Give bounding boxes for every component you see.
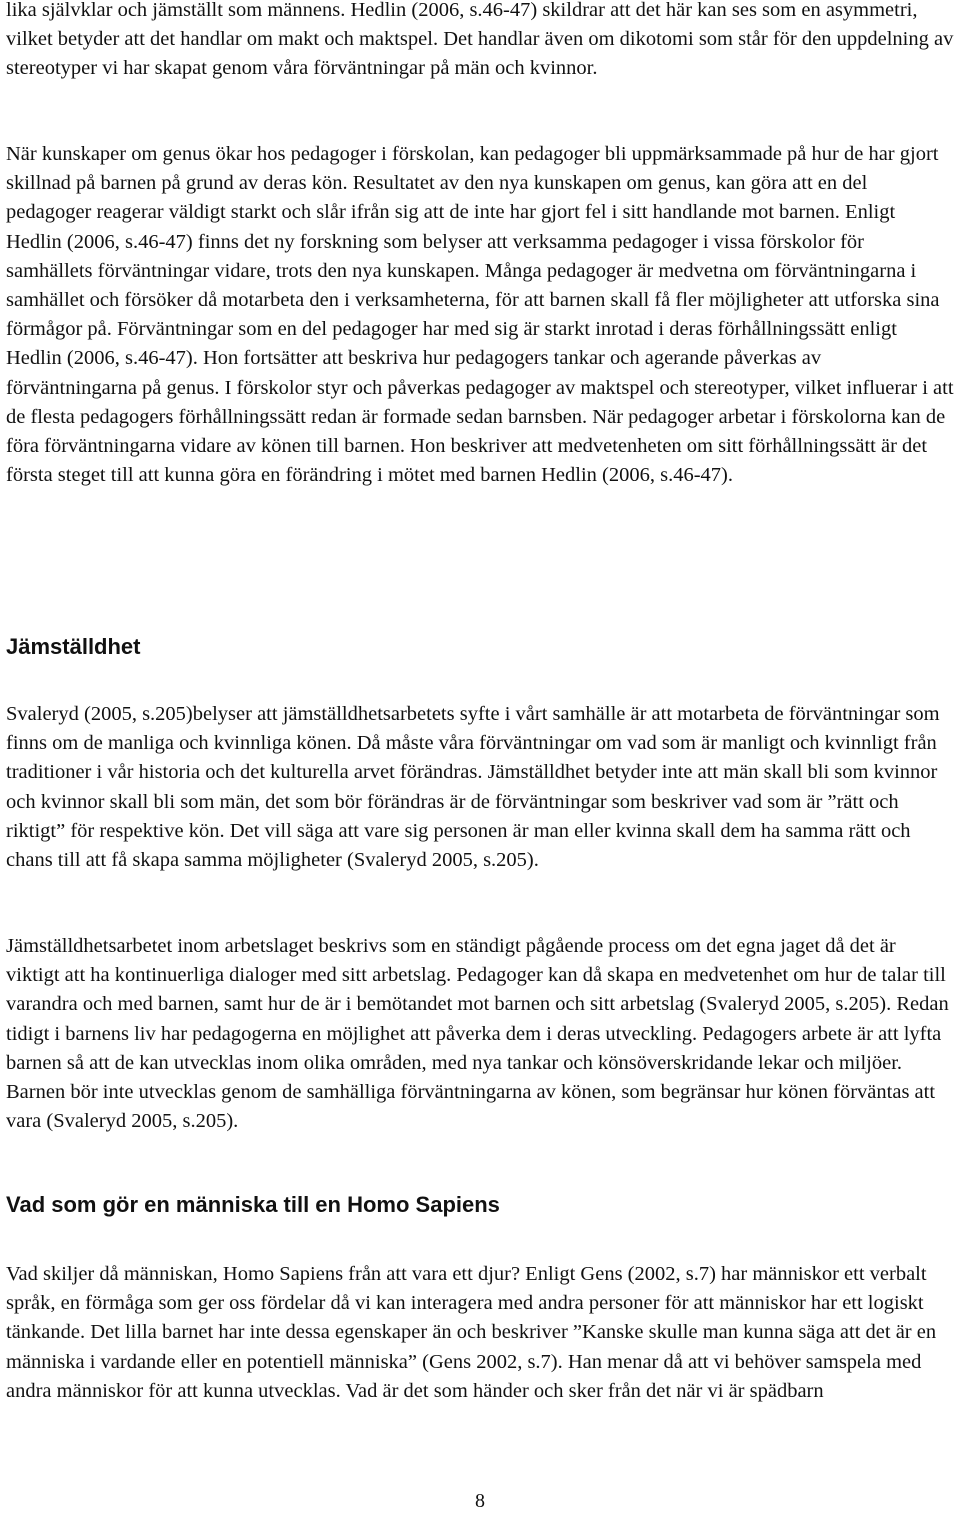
paragraph-workteam-equality: Jämställdhetsarbetet inom arbetslaget beskrivs som en ständigt pågående process om det egna jaget då det är viktigt att ha kontinuerliga dialoger med sitt arbetslag. Pedagoger kan då skapa en medvetenhet om hur de talar till varandra och med barnen, samt hur de är i bemötandet mot barnen och sitt arbetslag (Svaleryd 2005, s.205). Redan tidigt i barnens liv har pedagogerna en möjlighet att påverka dem i deras utveckling. Pedagogers arbete är att lyfta barnen så att de kan utvecklas inom olika områden, med nya tankar och könsöverskridande lekar och miljöer. Barnen bör inte utvecklas genom de samhälliga förväntningarna av könen, som begränsar hur könen förväntas att vara (Svaleryd 2005, s.205). — [6, 935, 949, 1133]
paragraph-intro-continuation: lika självklar och jämställt som männens. Hedlin (2006, s.46-47) skildrar att det här kan ses som en asymmetri, vilket betyder att det handlar om makt och maktspel. Det handlar även om dikotomi som står för den uppdelning av stereotyper vi har skapat genom våra förväntningar på män och kvinnor. — [6, 0, 954, 80]
heading-jamstalldhet: Jämställdhet — [6, 634, 141, 659]
page-number: 8 — [475, 1490, 485, 1512]
paragraph-homo-sapiens: Vad skiljer då människan, Homo Sapiens från att vara ett djur? Enligt Gens (2002, s.7) har människor ett verbalt språk, en förmåga som ger oss fördelar då vi kan interagera med andra personer för att människor har ett logiskt tänkande. Det lilla barnet har inte dessa egenskaper än och beskriver ”Kanske skulle man kunna säga att det är en människa i vardande eller en potentiell människa” (Gens 2002, s.7). Han menar då att vi behöver samspela med andra människor för att kunna utvecklas. Vad är det som händer och sker från det när vi är spädbarn — [6, 1263, 937, 1402]
paragraph-svaleryd-purpose: Svaleryd (2005, s.205)belyser att jämställdhetsarbetets syfte i vårt samhälle är att motarbeta de förväntningar som finns om de manliga och kvinnliga könen. Då måste våra förväntningar om vad som är manligt och kvinnligt från traditioner i vår historia och det kulturella arvet förändras. Jämställdhet betyder inte att män skall bli som kvinnor och kvinnor skall bli som män, det som bör förändras är de förväntningar som beskriver vad som är ”rätt och riktigt” för respektive kön. Det vill säga att vare sig personen är man eller kvinna skall dem ha samma rätt och chans till att få skapa samma möjligheter (Svaleryd 2005, s.205). — [6, 703, 940, 872]
paragraph-genus-knowledge: När kunskaper om genus ökar hos pedagoger i förskolan, kan pedagoger bli uppmärksammade på hur de har gjort skillnad på barnen på grund av deras kön. Resultatet av den nya kunskapen om genus, kan göra att en del pedagoger reagerar väldigt starkt och slår ifrån sig att de inte har gjort fel i sitt handlande mot barnen. Enligt Hedlin (2006, s.46-47) finns det ny forskning som belyser att verksamma pedagoger i vissa förskolor för samhällets förväntningar vidare, trots den nya kunskapen. Många pedagoger är medvetna om förväntningarna i samhället och försöker då motarbeta den i verksamheterna, för att barnen skall få fler möjligheter att utforska sina förmågor på. Förväntningar som en del pedagoger har med sig är starkt inrotad i deras förhållningssätt enligt Hedlin (2006, s.46-47). Hon fortsätter att beskriva hur pedagogers tankar och agerande påverkas av förväntningarna på genus. I förskolor styr och påverkas pedagoger av maktspel och stereotyper, vilket influerar i att de flesta pedagogers förhållningssätt redan är formade sedan barnsben. När pedagoger arbetar i förskolorna kan de föra förväntningarna vidare av könen till barnen. Hon beskriver att medvetenheten om sitt förhållningssätt är det första steget till att kunna göra en förändring i mötet med barnen Hedlin (2006, s.46-47). — [6, 143, 954, 487]
heading-homo-sapiens: Vad som gör en människa till en Homo Sapiens — [6, 1192, 500, 1217]
